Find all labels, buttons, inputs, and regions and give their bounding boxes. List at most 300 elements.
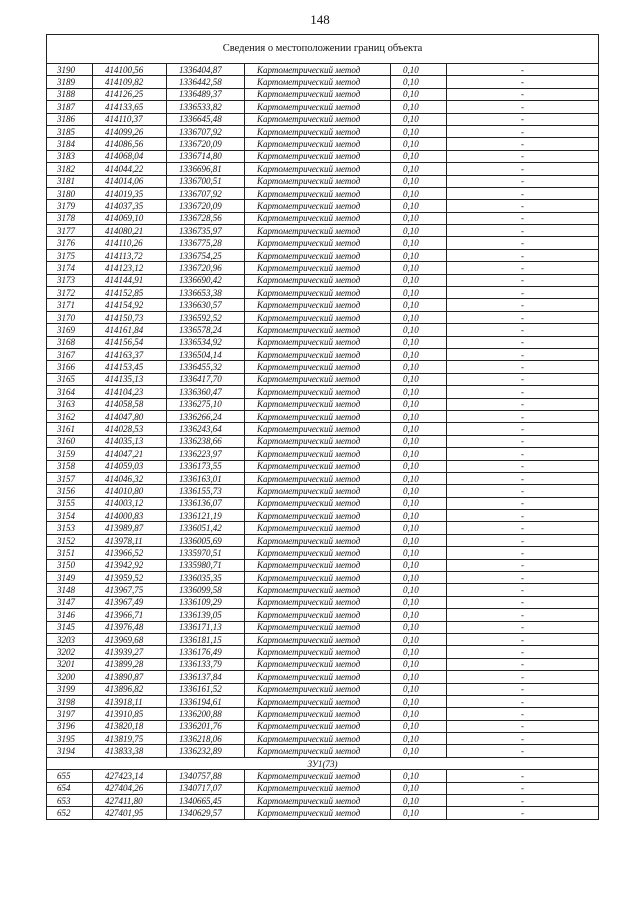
point-number: 3151 [47,547,93,559]
coord-x: 413819,75 [93,733,167,745]
coord-y: 1336161,52 [167,683,245,695]
accuracy-cell: 0,10 [391,125,447,137]
coord-y: 1336592,52 [167,311,245,323]
method-cell: Картометрический метод [245,125,391,137]
method-cell: Картометрический метод [245,175,391,187]
point-number: 3172 [47,287,93,299]
coord-x: 414156,54 [93,336,167,348]
coord-y: 1336707,92 [167,187,245,199]
point-number: 3149 [47,572,93,584]
description-cell: - [447,720,599,732]
coord-y: 1335980,71 [167,559,245,571]
description-cell: - [447,683,599,695]
table-row [47,658,599,670]
coord-x: 413967,75 [93,584,167,596]
method-cell: Картометрический метод [245,522,391,534]
description-cell: - [447,187,599,199]
table-title: Сведения о местоположении границ объекта [47,35,599,64]
table-row [47,720,599,732]
point-number: 3146 [47,609,93,621]
table-row [47,782,599,794]
coord-y: 1336181,15 [167,633,245,645]
coord-y: 1336035,35 [167,572,245,584]
point-number: 3199 [47,683,93,695]
table-row [47,795,599,807]
method-cell: Картометрический метод [245,398,391,410]
table-row [47,125,599,137]
coord-x: 414069,10 [93,212,167,224]
method-cell: Картометрический метод [245,435,391,447]
description-cell: - [447,584,599,596]
accuracy-cell: 0,10 [391,348,447,360]
coord-y: 1336455,32 [167,361,245,373]
coord-y: 1336005,69 [167,534,245,546]
point-number: 3153 [47,522,93,534]
coord-y: 1336720,09 [167,200,245,212]
method-cell: Картометрический метод [245,88,391,100]
method-cell: Картометрический метод [245,113,391,125]
description-cell: - [447,522,599,534]
point-number: 3183 [47,150,93,162]
accuracy-cell: 0,10 [391,733,447,745]
table-row [47,225,599,237]
point-number: 3177 [47,225,93,237]
table-row [47,695,599,707]
coord-x: 413910,85 [93,708,167,720]
coord-x: 413896,82 [93,683,167,695]
description-cell: - [447,361,599,373]
description-cell: - [447,460,599,472]
accuracy-cell: 0,10 [391,708,447,720]
description-cell: - [447,225,599,237]
accuracy-cell: 0,10 [391,163,447,175]
coord-x: 413833,38 [93,745,167,757]
coord-x: 414110,37 [93,113,167,125]
accuracy-cell: 0,10 [391,510,447,522]
description-cell: - [447,671,599,683]
table-row [47,76,599,88]
coord-x: 427423,14 [93,770,167,782]
method-cell: Картометрический метод [245,212,391,224]
coord-y: 1336218,06 [167,733,245,745]
method-cell: Картометрический метод [245,745,391,757]
table-row [47,410,599,422]
point-number: 3188 [47,88,93,100]
point-number: 3195 [47,733,93,745]
method-cell: Картометрический метод [245,609,391,621]
coord-x: 414037,35 [93,200,167,212]
point-number: 3184 [47,138,93,150]
method-cell: Картометрический метод [245,448,391,460]
method-cell: Картометрический метод [245,225,391,237]
coord-x: 414153,45 [93,361,167,373]
coord-y: 1336417,70 [167,373,245,385]
method-cell: Картометрический метод [245,807,391,819]
section-header-row [47,757,599,769]
coord-x: 414161,84 [93,324,167,336]
accuracy-cell: 0,10 [391,683,447,695]
method-cell: Картометрический метод [245,770,391,782]
description-cell: - [447,113,599,125]
table-row [47,621,599,633]
method-cell: Картометрический метод [245,559,391,571]
coord-y: 1336133,79 [167,658,245,670]
coord-x: 414126,25 [93,88,167,100]
boundary-coordinates-table [46,34,599,820]
description-cell: - [447,138,599,150]
description-cell: - [447,249,599,261]
point-number: 3170 [47,311,93,323]
method-cell: Картометрический метод [245,572,391,584]
method-cell: Картометрический метод [245,497,391,509]
coord-x: 413966,71 [93,609,167,621]
table-row [47,633,599,645]
table-row [47,646,599,658]
point-number: 3161 [47,423,93,435]
coord-x: 413890,87 [93,671,167,683]
coord-x: 414086,56 [93,138,167,150]
page-number: 148 [310,12,330,27]
table-row [47,163,599,175]
table-row [47,497,599,509]
accuracy-cell: 0,10 [391,373,447,385]
description-cell: - [447,125,599,137]
description-cell: - [447,770,599,782]
section-label: ЗУ1(73) [47,757,599,769]
coord-x: 413978,11 [93,534,167,546]
coord-y: 1336442,58 [167,76,245,88]
table-row [47,237,599,249]
table-row [47,113,599,125]
point-number: 3201 [47,658,93,670]
description-cell: - [447,88,599,100]
method-cell: Картометрический метод [245,782,391,794]
table-row [47,386,599,398]
description-cell: - [447,348,599,360]
description-cell: - [447,274,599,286]
table-row [47,187,599,199]
coord-y: 1336109,29 [167,596,245,608]
coord-x: 414058,58 [93,398,167,410]
method-cell: Картометрический метод [245,138,391,150]
method-cell: Картометрический метод [245,299,391,311]
coord-x: 414152,85 [93,287,167,299]
accuracy-cell: 0,10 [391,101,447,113]
accuracy-cell: 0,10 [391,720,447,732]
coord-y: 1336173,55 [167,460,245,472]
method-cell: Картометрический метод [245,76,391,88]
coord-y: 1336696,81 [167,163,245,175]
coord-x: 414068,04 [93,150,167,162]
accuracy-cell: 0,10 [391,138,447,150]
method-cell: Картометрический метод [245,410,391,422]
point-number: 3202 [47,646,93,658]
coord-x: 413966,52 [93,547,167,559]
coord-x: 427401,95 [93,807,167,819]
table-row [47,373,599,385]
method-cell: Картометрический метод [245,274,391,286]
point-number: 3159 [47,448,93,460]
point-number: 3147 [47,596,93,608]
table-row [47,708,599,720]
table-row [47,324,599,336]
description-cell: - [447,237,599,249]
method-cell: Картометрический метод [245,671,391,683]
coord-x: 414059,03 [93,460,167,472]
table-row [47,274,599,286]
accuracy-cell: 0,10 [391,547,447,559]
accuracy-cell: 0,10 [391,609,447,621]
coord-x: 427411,80 [93,795,167,807]
coord-x: 414104,23 [93,386,167,398]
description-cell: - [447,410,599,422]
accuracy-cell: 0,10 [391,287,447,299]
coord-x: 414113,72 [93,249,167,261]
coord-y: 1336243,64 [167,423,245,435]
coord-x: 413820,18 [93,720,167,732]
description-cell: - [447,64,599,76]
description-cell: - [447,572,599,584]
description-cell: - [447,423,599,435]
point-number: 653 [47,795,93,807]
coord-y: 1336137,84 [167,671,245,683]
coord-y: 1336155,73 [167,485,245,497]
accuracy-cell: 0,10 [391,559,447,571]
method-cell: Картометрический метод [245,472,391,484]
accuracy-cell: 0,10 [391,497,447,509]
coord-y: 1336720,09 [167,138,245,150]
accuracy-cell: 0,10 [391,584,447,596]
point-number: 3156 [47,485,93,497]
point-number: 652 [47,807,93,819]
description-cell: - [447,163,599,175]
method-cell: Картометрический метод [245,547,391,559]
coord-x: 414080,21 [93,225,167,237]
description-cell: - [447,336,599,348]
table-row [47,212,599,224]
description-cell: - [447,435,599,447]
point-number: 3200 [47,671,93,683]
method-cell: Картометрический метод [245,262,391,274]
method-cell: Картометрический метод [245,150,391,162]
accuracy-cell: 0,10 [391,336,447,348]
coord-y: 1336360,47 [167,386,245,398]
description-cell: - [447,633,599,645]
method-cell: Картометрический метод [245,336,391,348]
coord-x: 413967,49 [93,596,167,608]
description-cell: - [447,262,599,274]
table-row [47,572,599,584]
accuracy-cell: 0,10 [391,274,447,286]
point-number: 3168 [47,336,93,348]
description-cell: - [447,695,599,707]
coord-x: 414150,73 [93,311,167,323]
point-number: 3179 [47,200,93,212]
description-cell: - [447,398,599,410]
table-row [47,485,599,497]
coord-y: 1336504,14 [167,348,245,360]
description-cell: - [447,534,599,546]
coord-y: 1336714,80 [167,150,245,162]
accuracy-cell: 0,10 [391,423,447,435]
method-cell: Картометрический метод [245,646,391,658]
description-cell: - [447,287,599,299]
table-row [47,770,599,782]
description-cell: - [447,200,599,212]
description-cell: - [447,510,599,522]
accuracy-cell: 0,10 [391,64,447,76]
table-row [47,683,599,695]
point-number: 3157 [47,472,93,484]
point-number: 3174 [47,262,93,274]
table-row [47,460,599,472]
accuracy-cell: 0,10 [391,472,447,484]
accuracy-cell: 0,10 [391,249,447,261]
table-row [47,534,599,546]
description-cell: - [447,175,599,187]
coord-y: 1336404,87 [167,64,245,76]
table-row [47,348,599,360]
method-cell: Картометрический метод [245,621,391,633]
table-row [47,522,599,534]
accuracy-cell: 0,10 [391,745,447,757]
table-row [47,175,599,187]
accuracy-cell: 0,10 [391,386,447,398]
point-number: 3152 [47,534,93,546]
accuracy-cell: 0,10 [391,299,447,311]
table-row [47,336,599,348]
coord-y: 1336720,96 [167,262,245,274]
coord-y: 1336533,82 [167,101,245,113]
point-number: 3163 [47,398,93,410]
coord-x: 414110,26 [93,237,167,249]
point-number: 3155 [47,497,93,509]
accuracy-cell: 0,10 [391,485,447,497]
accuracy-cell: 0,10 [391,187,447,199]
table-row [47,311,599,323]
accuracy-cell: 0,10 [391,658,447,670]
point-number: 3171 [47,299,93,311]
method-cell: Картометрический метод [245,510,391,522]
method-cell: Картометрический метод [245,200,391,212]
coord-y: 1336232,89 [167,745,245,757]
coord-y: 1336754,25 [167,249,245,261]
point-number: 3182 [47,163,93,175]
coord-x: 414163,37 [93,348,167,360]
coord-y: 1336121,19 [167,510,245,522]
accuracy-cell: 0,10 [391,534,447,546]
accuracy-cell: 0,10 [391,596,447,608]
method-cell: Картометрический метод [245,720,391,732]
coord-x: 414044,22 [93,163,167,175]
table-row [47,671,599,683]
coord-x: 414028,53 [93,423,167,435]
accuracy-cell: 0,10 [391,435,447,447]
description-cell: - [447,559,599,571]
coord-y: 1336534,92 [167,336,245,348]
description-cell: - [447,212,599,224]
method-cell: Картометрический метод [245,708,391,720]
coord-x: 414099,26 [93,125,167,137]
table-row [47,299,599,311]
description-cell: - [447,547,599,559]
description-cell: - [447,472,599,484]
point-number: 3160 [47,435,93,447]
coord-x: 414154,92 [93,299,167,311]
coord-y: 1336200,88 [167,708,245,720]
point-number: 3166 [47,361,93,373]
coord-x: 414109,82 [93,76,167,88]
method-cell: Картометрический метод [245,101,391,113]
method-cell: Картометрический метод [245,373,391,385]
description-cell: - [447,745,599,757]
description-cell: - [447,150,599,162]
point-number: 3178 [47,212,93,224]
coord-y: 1336136,07 [167,497,245,509]
point-number: 3145 [47,621,93,633]
table-row [47,262,599,274]
point-number: 3148 [47,584,93,596]
description-cell: - [447,448,599,460]
coord-x: 413899,28 [93,658,167,670]
table-row [47,423,599,435]
description-cell: - [447,596,599,608]
description-cell: - [447,101,599,113]
description-cell: - [447,324,599,336]
point-number: 3181 [47,175,93,187]
description-cell: - [447,795,599,807]
accuracy-cell: 0,10 [391,398,447,410]
point-number: 3165 [47,373,93,385]
table-row [47,596,599,608]
description-cell: - [447,782,599,794]
method-cell: Картометрический метод [245,324,391,336]
accuracy-cell: 0,10 [391,695,447,707]
point-number: 3164 [47,386,93,398]
table-row [47,88,599,100]
description-cell: - [447,311,599,323]
method-cell: Картометрический метод [245,534,391,546]
coord-y: 1336171,13 [167,621,245,633]
point-number: 654 [47,782,93,794]
table-row [47,138,599,150]
method-cell: Картометрический метод [245,460,391,472]
coord-y: 1336176,49 [167,646,245,658]
method-cell: Картометрический метод [245,237,391,249]
table-row [47,807,599,819]
point-number: 3197 [47,708,93,720]
coord-y: 1336707,92 [167,125,245,137]
accuracy-cell: 0,10 [391,175,447,187]
accuracy-cell: 0,10 [391,88,447,100]
accuracy-cell: 0,10 [391,807,447,819]
coord-y: 1336275,10 [167,398,245,410]
coord-y: 1336139,05 [167,609,245,621]
accuracy-cell: 0,10 [391,212,447,224]
accuracy-cell: 0,10 [391,460,447,472]
method-cell: Картометрический метод [245,683,391,695]
coord-y: 1336489,37 [167,88,245,100]
method-cell: Картометрический метод [245,249,391,261]
table-row [47,101,599,113]
method-cell: Картометрический метод [245,287,391,299]
point-number: 655 [47,770,93,782]
coord-y: 1336775,28 [167,237,245,249]
method-cell: Картометрический метод [245,695,391,707]
accuracy-cell: 0,10 [391,237,447,249]
accuracy-cell: 0,10 [391,225,447,237]
accuracy-cell: 0,10 [391,76,447,88]
